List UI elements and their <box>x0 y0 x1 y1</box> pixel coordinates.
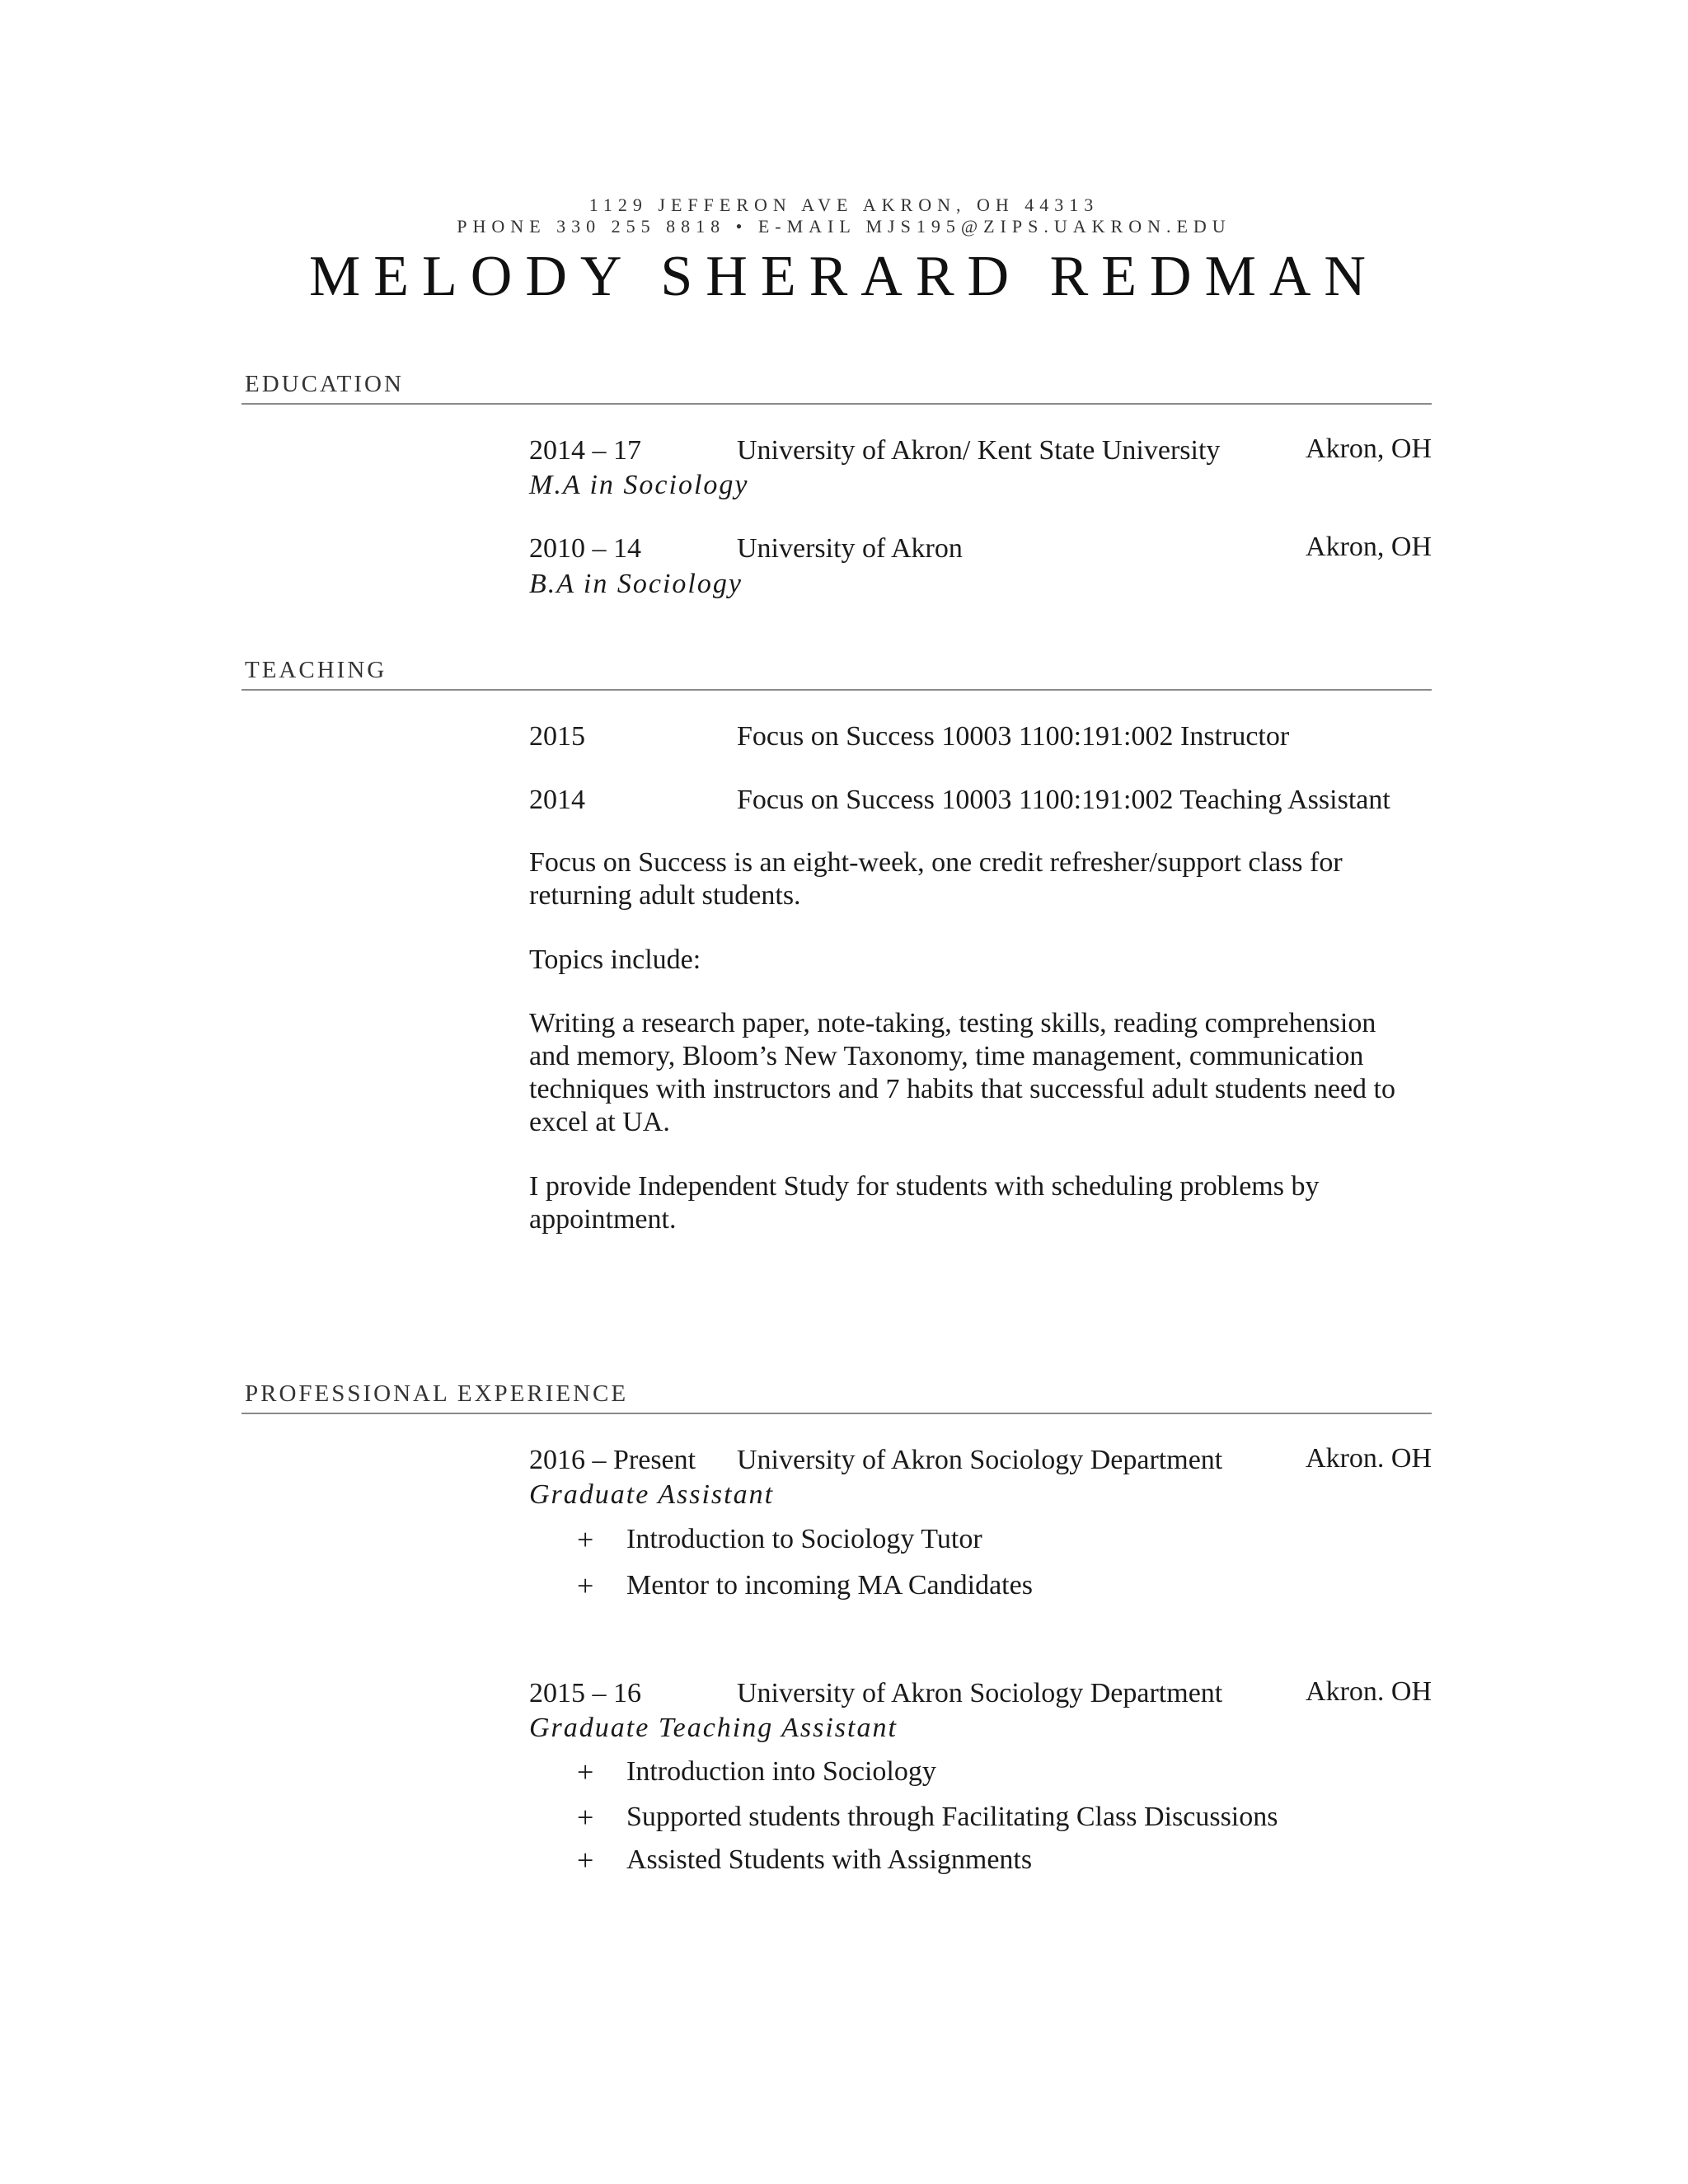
experience-bullet: Assisted Students with Assignments <box>626 1844 1033 1875</box>
teaching-divider <box>241 689 1432 691</box>
plus-bullet-icon: + <box>577 1523 594 1556</box>
experience-bullet: Mentor to incoming MA Candidates <box>626 1570 1033 1601</box>
education-degree: B.A in Sociology <box>529 569 743 599</box>
experience-organization: University of Akron Sociology Department <box>737 1445 1223 1475</box>
teaching-year: 2014 <box>529 785 585 815</box>
education-divider <box>241 403 1432 405</box>
experience-location: Akron. OH <box>1306 1676 1432 1707</box>
plus-bullet-icon: + <box>577 1755 594 1788</box>
plus-bullet-icon: + <box>577 1801 594 1834</box>
teaching-description: Focus on Success 10003 1100:191:002 Instructor <box>737 721 1290 752</box>
education-heading: EDUCATION <box>245 371 404 397</box>
experience-years: 2016 – Present <box>529 1445 696 1475</box>
education-years: 2010 – 14 <box>529 533 641 564</box>
course-description: Focus on Success is an eight-week, one credit refresher/support class for returning adult students. <box>529 847 1343 911</box>
experience-role: Graduate Teaching Assistant <box>529 1713 898 1743</box>
teaching-year: 2015 <box>529 721 585 752</box>
teaching-heading: TEACHING <box>245 657 387 683</box>
experience-role: Graduate Assistant <box>529 1479 775 1510</box>
education-location: Akron, OH <box>1306 434 1432 464</box>
education-institution: University of Akron <box>737 533 963 564</box>
experience-divider <box>241 1413 1432 1414</box>
contact-line: PHONE 330 255 8818 • E-MAIL MJS195@ZIPS.UAKRON.EDU <box>457 216 1231 237</box>
topics-heading: Topics include: <box>529 944 701 975</box>
education-degree: M.A in Sociology <box>529 470 749 500</box>
experience-bullet: Introduction into Sociology <box>626 1756 936 1787</box>
experience-location: Akron. OH <box>1306 1443 1432 1474</box>
experience-organization: University of Akron Sociology Department <box>737 1678 1223 1708</box>
experience-heading: PROFESSIONAL EXPERIENCE <box>245 1380 629 1407</box>
education-years: 2014 – 17 <box>529 435 641 466</box>
address-line: 1129 JEFFERON AVE AKRON, OH 44313 <box>588 194 1100 215</box>
topics-list: Writing a research paper, note-taking, testing skills, reading comprehension and memory, Bloom’s New Taxonomy, time management, communication techniques with instructors and 7 habits that successful adult students need to excel at UA. <box>529 1008 1395 1137</box>
experience-bullet: Supported students through Facilitating Class Discussions <box>626 1802 1278 1832</box>
independent-study-note: I provide Independent Study for students with scheduling problems by appointment. <box>529 1171 1320 1235</box>
experience-bullet: Introduction to Sociology Tutor <box>626 1524 982 1554</box>
education-institution: University of Akron/ Kent State University <box>737 435 1221 466</box>
applicant-name: MELODY SHERARD REDMAN <box>309 245 1379 308</box>
experience-years: 2015 – 16 <box>529 1678 641 1708</box>
education-location: Akron, OH <box>1306 532 1432 562</box>
plus-bullet-icon: + <box>577 1569 594 1602</box>
plus-bullet-icon: + <box>577 1844 594 1877</box>
teaching-description: Focus on Success 10003 1100:191:002 Teaching Assistant <box>737 785 1390 815</box>
